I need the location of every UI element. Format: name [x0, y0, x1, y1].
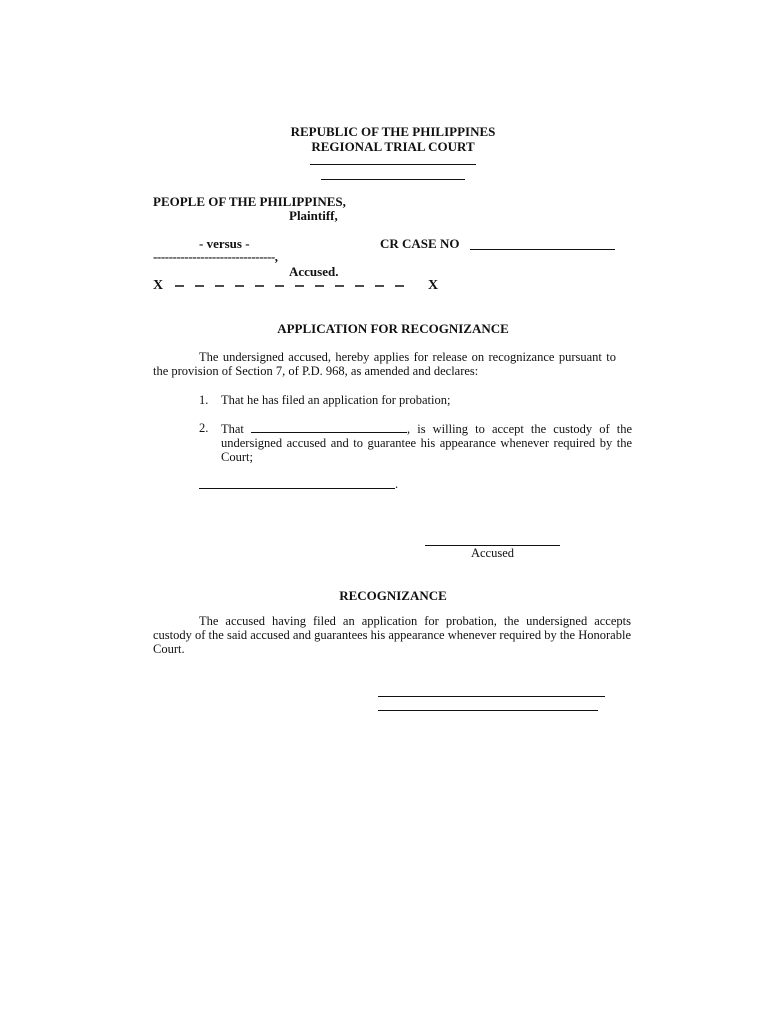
application-title: APPLICATION FOR RECOGNIZANCE: [277, 321, 509, 336]
city-blank-line: [321, 179, 465, 180]
accused-name-blank: -------------------------------,: [153, 249, 278, 264]
caption-dash-row: [175, 285, 415, 287]
custodian-name-line: [378, 710, 598, 711]
recognizance-title: RECOGNIZANCE: [339, 588, 447, 603]
item1-number: 1.: [199, 393, 209, 407]
accused-signature-label: Accused: [470, 546, 515, 560]
recognizance-body: The accused having filed an application for probation, the undersigned accepts custody of the said accused and guarantees his appearance whenever required by the Honorable Court.: [153, 614, 631, 656]
accused-label: Accused.: [289, 264, 339, 279]
branch-blank-line: [310, 164, 476, 165]
custodian-name-blank: [251, 421, 407, 433]
court-header-republic: REPUBLIC OF THE PHILIPPINES: [290, 124, 496, 139]
party-plaintiff-name: PEOPLE OF THE PHILIPPINES,: [153, 194, 346, 209]
date-place-period: .: [395, 477, 399, 491]
item1-text: That he has filed an application for probation;: [221, 393, 451, 407]
item2-number: 2.: [199, 421, 209, 435]
caption-dash-svg: [175, 285, 415, 287]
application-intro: The undersigned accused, hereby applies for release on recognizance pursuant to the provision of Section 7, of P.D. 968, as amended and declares:: [153, 350, 616, 378]
versus-label: - versus -: [199, 236, 250, 251]
case-number-blank: [470, 249, 615, 250]
caption-x-right: X: [428, 278, 439, 293]
date-place-blank: [199, 488, 395, 489]
item2-rest: , is willing to accept the custody of the undersigned accused and to guarantee his appearance whenever required by the Court;: [221, 422, 633, 464]
item2-text: [221, 421, 632, 464]
caption-x-left: X: [153, 278, 164, 293]
custodian-signature-line: [378, 696, 605, 697]
case-number-label: CR CASE NO: [380, 236, 460, 251]
item2-that: That: [221, 422, 244, 436]
plaintiff-label: Plaintiff,: [289, 208, 338, 223]
court-header-rtc: REGIONAL TRIAL COURT: [311, 139, 475, 154]
